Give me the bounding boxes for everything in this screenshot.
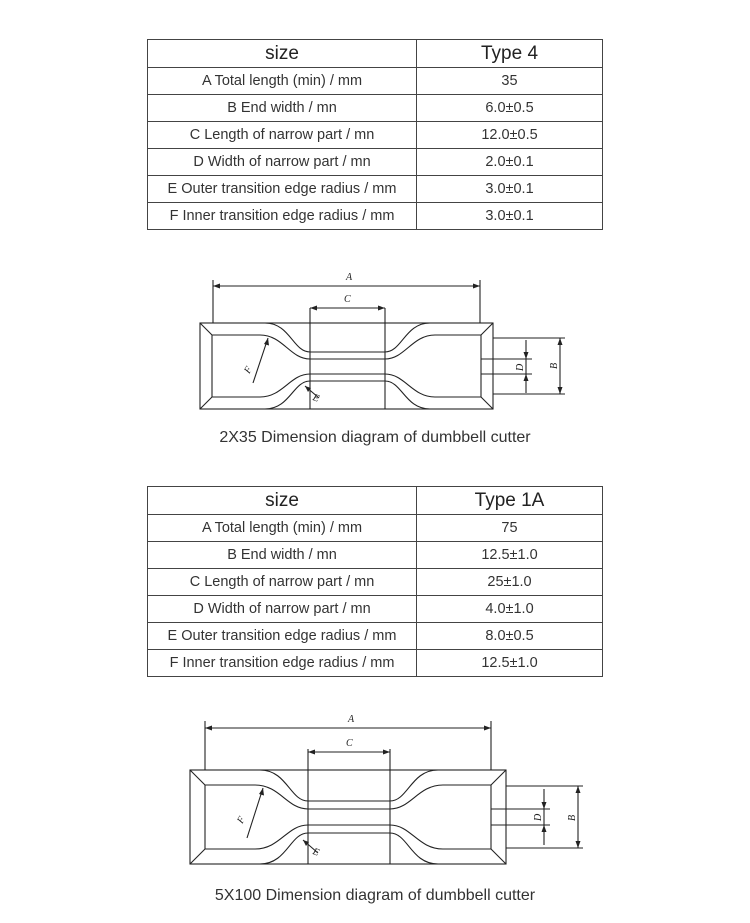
table-row xyxy=(148,569,603,596)
label-c: C xyxy=(346,738,353,749)
row-value: 12.5±1.0 xyxy=(417,650,603,677)
dumbbell-diagram-5x100 xyxy=(165,703,595,873)
header-size: size xyxy=(148,487,417,515)
label-d: D xyxy=(515,363,526,371)
row-value: 2.0±0.1 xyxy=(417,149,603,176)
row-label: E Outer transition edge radius / mm xyxy=(148,623,417,650)
label-a: A xyxy=(348,714,355,725)
table-row xyxy=(148,542,603,569)
row-value: 35 xyxy=(417,68,603,95)
label-b: B xyxy=(549,362,560,369)
label-f: F xyxy=(242,364,255,376)
row-value: 8.0±0.5 xyxy=(417,623,603,650)
row-value: 12.0±0.5 xyxy=(417,122,603,149)
diagram-caption: 5X100 Dimension diagram of dumbbell cutter xyxy=(214,887,536,904)
label-d: D xyxy=(533,813,544,821)
row-value: 6.0±0.5 xyxy=(417,95,603,122)
label-f: F xyxy=(235,814,248,826)
row-label: D Width of narrow part / mn xyxy=(148,596,417,623)
row-label: B End width / mn xyxy=(148,95,417,122)
dimension-f-leader xyxy=(247,788,263,838)
table-row xyxy=(148,122,603,149)
row-label: A Total length (min) / mm xyxy=(148,515,417,542)
table-row xyxy=(148,515,603,542)
row-label: A Total length (min) / mm xyxy=(148,68,417,95)
header-type: Type 1A xyxy=(417,487,603,515)
row-value: 75 xyxy=(417,515,603,542)
dumbbell-diagram-2x35 xyxy=(175,258,575,418)
row-label: F Inner transition edge radius / mm xyxy=(148,650,417,677)
table-row xyxy=(148,149,603,176)
label-a: A xyxy=(346,272,353,283)
label-b: B xyxy=(567,814,578,821)
header-type: Type 4 xyxy=(417,40,603,68)
table-row xyxy=(148,176,603,203)
table-row xyxy=(148,203,603,230)
diagram-caption: 2X35 Dimension diagram of dumbbell cutter xyxy=(219,429,531,446)
table-row xyxy=(148,596,603,623)
row-value: 12.5±1.0 xyxy=(417,542,603,569)
row-label: C Length of narrow part / mn xyxy=(148,122,417,149)
spec-table-type-4 xyxy=(147,39,603,230)
table-row xyxy=(148,623,603,650)
row-value: 3.0±0.1 xyxy=(417,176,603,203)
table-row xyxy=(148,68,603,95)
upper-profile xyxy=(205,785,491,809)
header-size: size xyxy=(148,40,417,68)
row-label: B End width / mn xyxy=(148,542,417,569)
row-label: E Outer transition edge radius / mm xyxy=(148,176,417,203)
table-row xyxy=(148,650,603,677)
row-value: 4.0±1.0 xyxy=(417,596,603,623)
row-value: 25±1.0 xyxy=(417,569,603,596)
row-label: C Length of narrow part / mn xyxy=(148,569,417,596)
table-header-row xyxy=(148,40,603,68)
label-e: E xyxy=(311,846,321,859)
label-e: E xyxy=(311,392,321,405)
label-c: C xyxy=(344,294,351,305)
lower-profile xyxy=(205,825,491,849)
table-header-row xyxy=(148,487,603,515)
row-value: 3.0±0.1 xyxy=(417,203,603,230)
upper-profile xyxy=(212,335,481,359)
lower-profile xyxy=(212,374,481,397)
row-label: D Width of narrow part / mn xyxy=(148,149,417,176)
row-label: F Inner transition edge radius / mm xyxy=(148,203,417,230)
spec-table-type-1a xyxy=(147,486,603,677)
dimension-f-leader xyxy=(253,338,268,383)
table-row xyxy=(148,95,603,122)
